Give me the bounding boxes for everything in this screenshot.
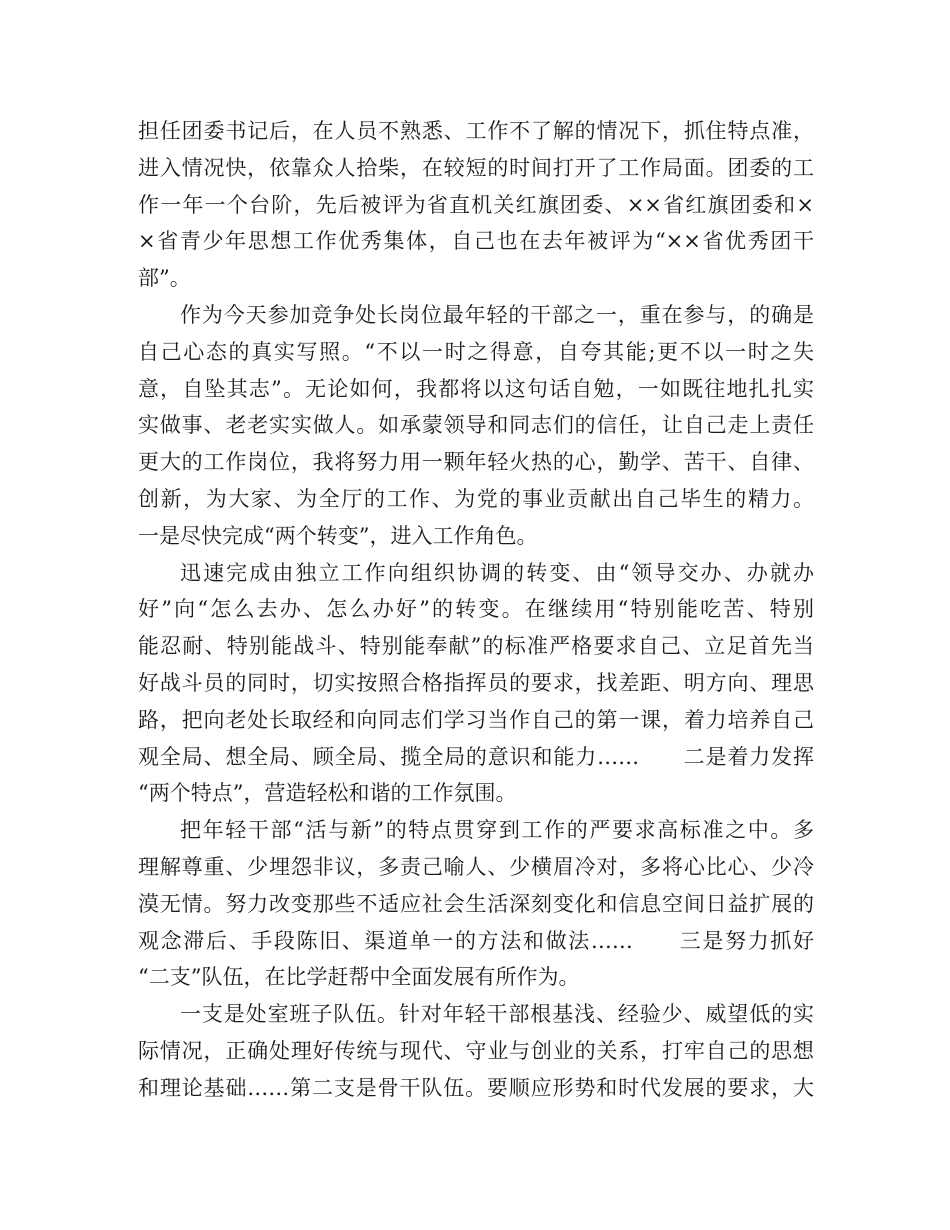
text-line: 迅速完成由独立工作向组织协调的转变、由“领导交办、办就办 <box>180 560 814 585</box>
text-line: 路，把向老处长取经和向同志们学习当作自己的第一课，着力培养自己 <box>138 707 814 732</box>
document-body <box>138 113 814 1107</box>
text-line: 担任团委书记后，在人员不熟悉、工作不了解的情况下，抓住特点准， <box>138 119 814 143</box>
text-line: 自己心态的真实写照。“不以一时之得意，自夸其能;更不以一时之失 <box>138 339 814 364</box>
text-line: 作一年一个台阶，先后被评为省直机关红旗团委、××省红旗团委和× <box>138 192 814 217</box>
text-line: 观全局、想全局、顾全局、揽全局的意识和能力…… 二是着力发挥 <box>138 744 814 769</box>
text-line: 一支是处室班子队伍。针对年轻干部根基浅、经验少、威望低的实 <box>180 1002 814 1027</box>
text-line: 进入情况快，依靠众人拾柴，在较短的时间打开了工作局面。团委的工 <box>138 155 814 180</box>
text-line: “二支”队伍，在比学赶帮中全面发展有所作为。 <box>138 965 580 990</box>
text-line: 作为今天参加竞争处长岗位最年轻的干部之一，重在参与，的确是 <box>180 302 814 327</box>
text-line: 好”向“怎么去办、怎么办好”的转变。在继续用“特别能吃苦、特别 <box>138 597 814 622</box>
text-line: 意，自坠其志”。无论如何，我都将以这句话自勉，一如既往地扎扎实 <box>138 376 814 401</box>
text-line: 实做事、老老实实做人。如承蒙领导和同志们的信任，让自己走上责任 <box>138 413 814 438</box>
text-line: “两个特点”，营造轻松和谐的工作氛围。 <box>138 781 517 806</box>
text-line: 理解尊重、少埋怨非议，多责己喻人、少横眉冷对，多将心比心、少冷 <box>138 854 814 879</box>
text-line: 创新，为大家、为全厅的工作、为党的事业贡献出自己毕生的精力。 <box>138 486 814 511</box>
text-line: ×省青少年思想工作优秀集体，自己也在去年被评为“××省优秀团干 <box>138 229 814 254</box>
text-line: 际情况，正确处理好传统与现代、守业与创业的关系，打牢自己的思想 <box>138 1038 814 1063</box>
text-line: 和理论基础……第二支是骨干队伍。要顺应形势和时代发展的要求，大 <box>138 1075 814 1100</box>
text-line: 漠无情。努力改变那些不适应社会生活深刻变化和信息空间日益扩展的 <box>138 891 814 916</box>
text-line: 更大的工作岗位，我将努力用一颗年轻火热的心，勤学、苦干、自律、 <box>138 450 814 475</box>
text-line: 好战斗员的同时，切实按照合格指挥员的要求，找差距、明方向、理思 <box>138 670 814 695</box>
text-line: 一是尽快完成“两个转变”，进入工作角色。 <box>138 523 538 548</box>
text-line: 能忍耐、特别能战斗、特别能奉献”的标准严格要求自己、立足首先当 <box>138 634 814 659</box>
text-line: 把年轻干部“活与新”的特点贯穿到工作的严要求高标准之中。多 <box>180 818 814 843</box>
text-line: 观念滞后、手段陈旧、渠道单一的方法和做法…… 三是努力抓好 <box>138 928 814 953</box>
text-line: 部”。 <box>138 266 191 291</box>
